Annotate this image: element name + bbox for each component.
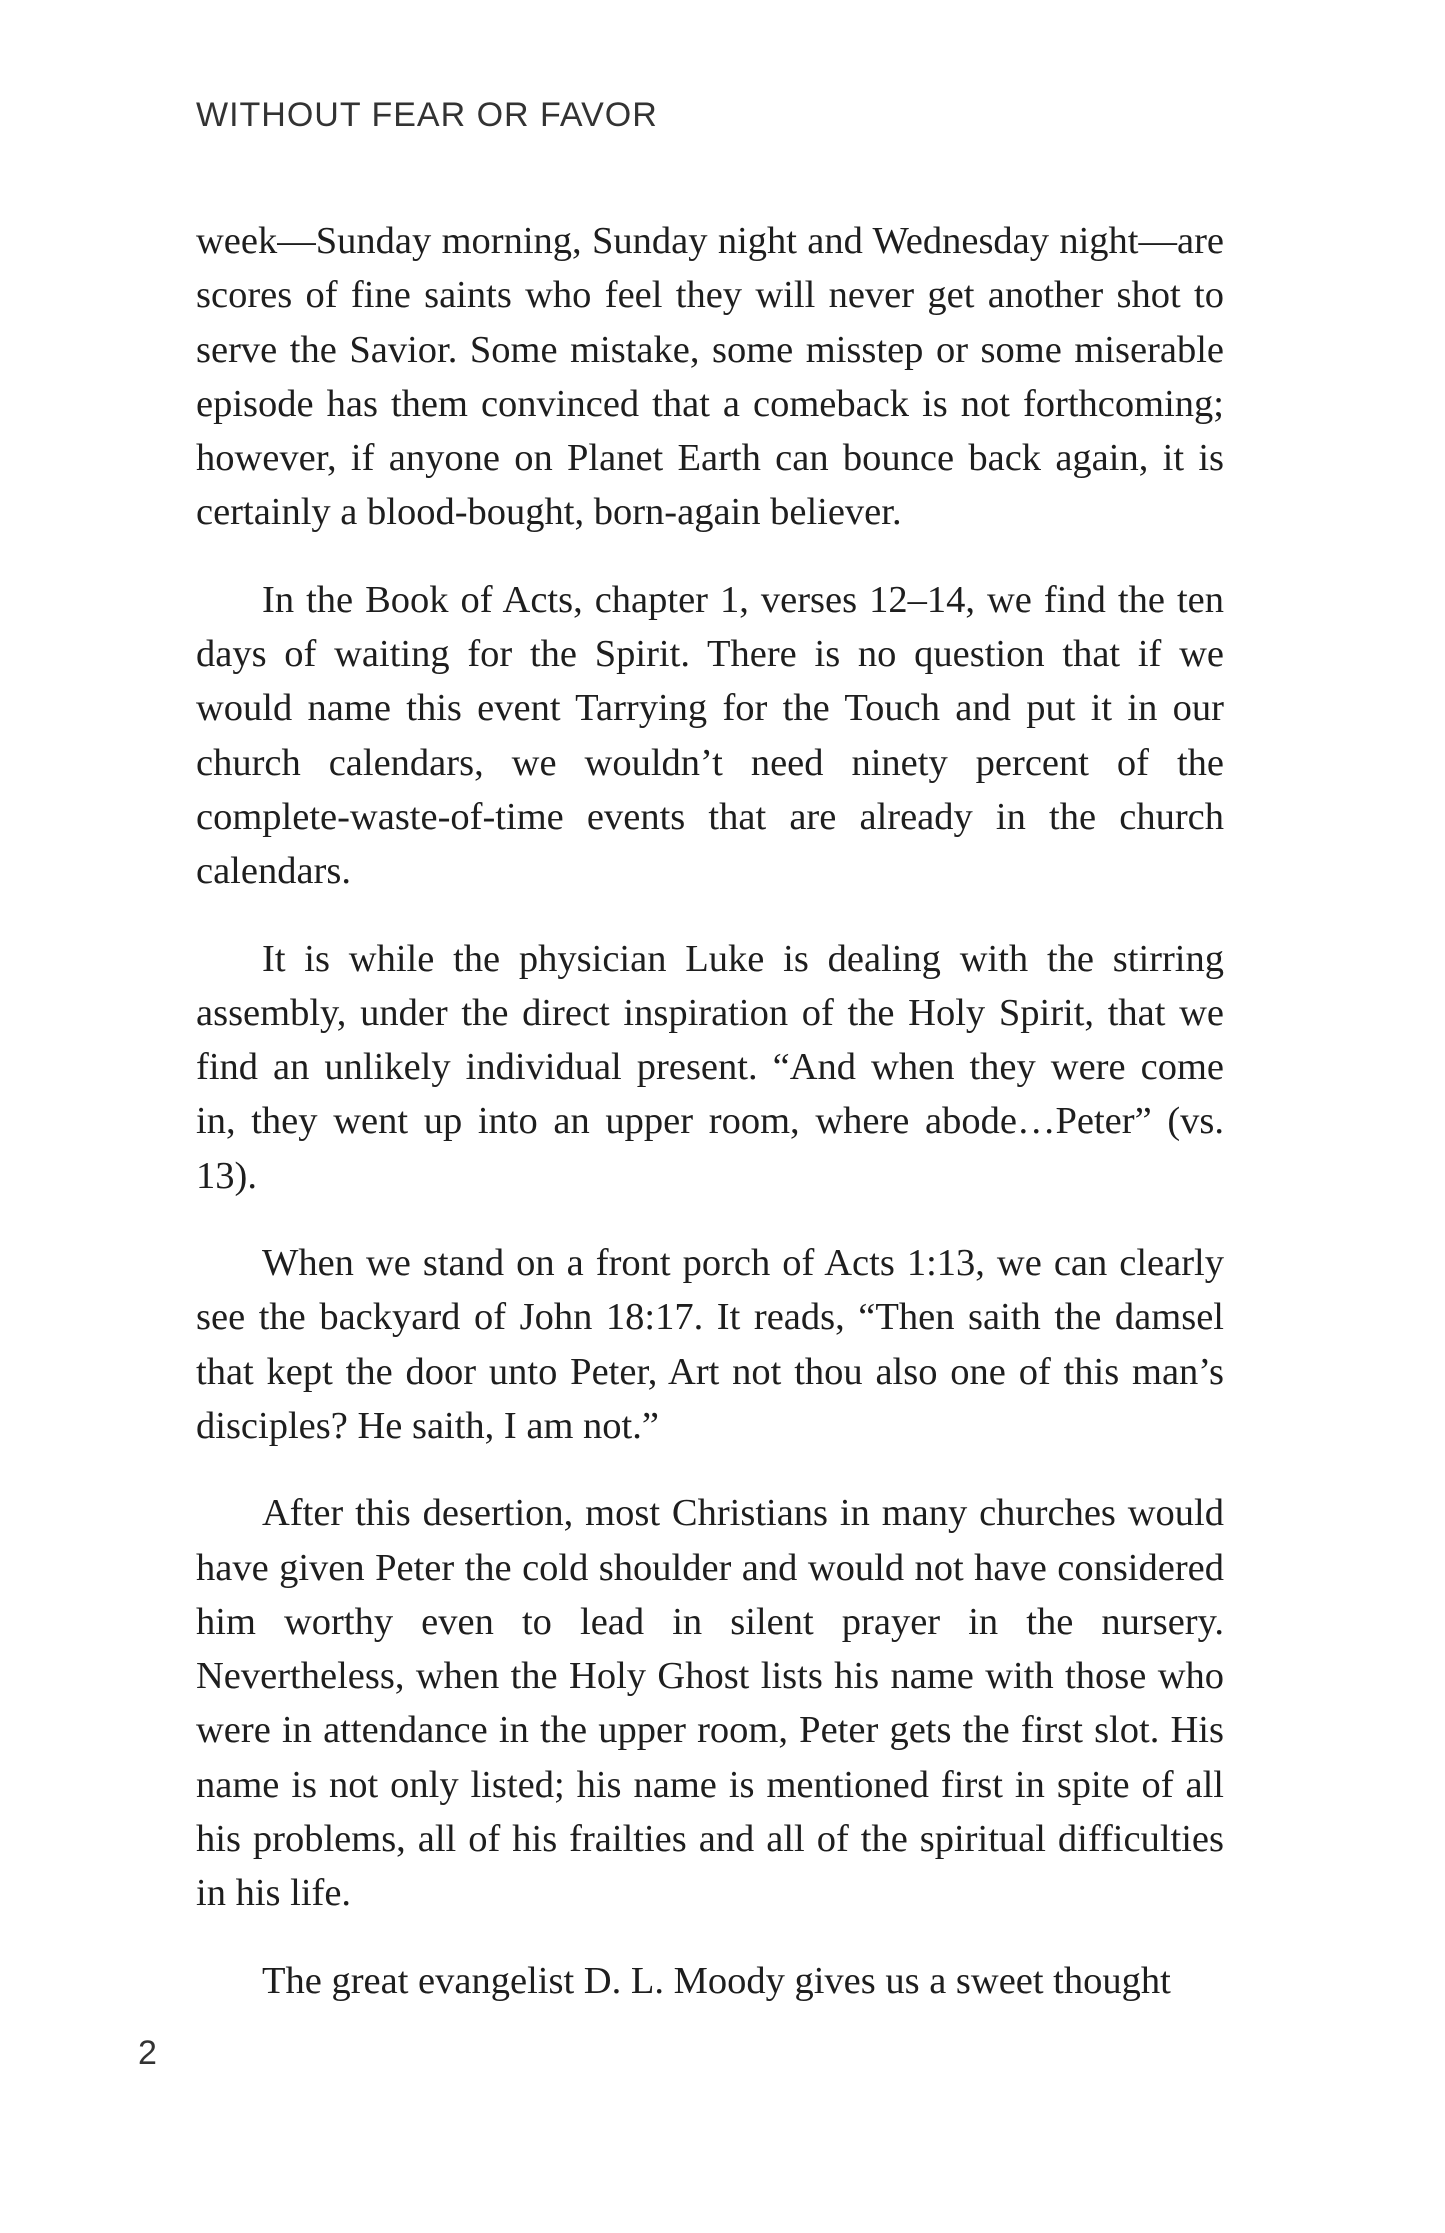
page-body bbox=[196, 214, 1224, 2008]
running-head: WITHOUT FEAR OR FAVOR bbox=[196, 96, 658, 134]
paragraph: week—Sunday morning, Sunday night and Wednesday night—are scores of fine saints who feel they will never get another shot to serve the Savior. Some mistake, some misstep or some miserable episode has them convinced that a comeback is not forthcoming; however, if anyone on Planet Earth can bounce back again, it is certainly a blood-bought, born-again believer. bbox=[196, 220, 1224, 534]
paragraph: It is while the physician Luke is dealing with the stirring assembly, under the direct inspiration of the Holy Spirit, that we find an unlikely individual present. “And when they were come in, they went up into an upper room, where abode…Peter” (vs. 13). bbox=[196, 937, 1224, 1197]
paragraph: After this desertion, most Christians in many churches would have given Peter the cold shoulder and would not have considered him worthy even to lead in silent prayer in the nursery. Nevertheless, when the Holy Ghost lists his name with those who were in attendance in the upper room, Peter gets the first slot. His name is not only listed; his name is mentioned first in spite of all his problems, all of his frailties and all of the spiritual difficulties in his life. bbox=[196, 1492, 1224, 1915]
page-number: 2 bbox=[138, 2034, 157, 2072]
paragraph: In the Book of Acts, chapter 1, verses 12–14, we find the ten days of waiting for the Spirit. There is no question that if we would name this event Tarrying for the Touch and put it in our church calendars, we wouldn’t need ninety percent of the complete-waste-of-time events that are already in the church calendars. bbox=[196, 578, 1224, 893]
paragraph: When we stand on a front porch of Acts 1:13, we can clearly see the backyard of John 18:17. It reads, “Then saith the damsel that kept the door unto Peter, Art not thou also one of this man’s disciples? He saith, I am not.” bbox=[196, 1242, 1224, 1447]
paragraph: The great evangelist D. L. Moody gives us a sweet thought bbox=[262, 1959, 1171, 2002]
